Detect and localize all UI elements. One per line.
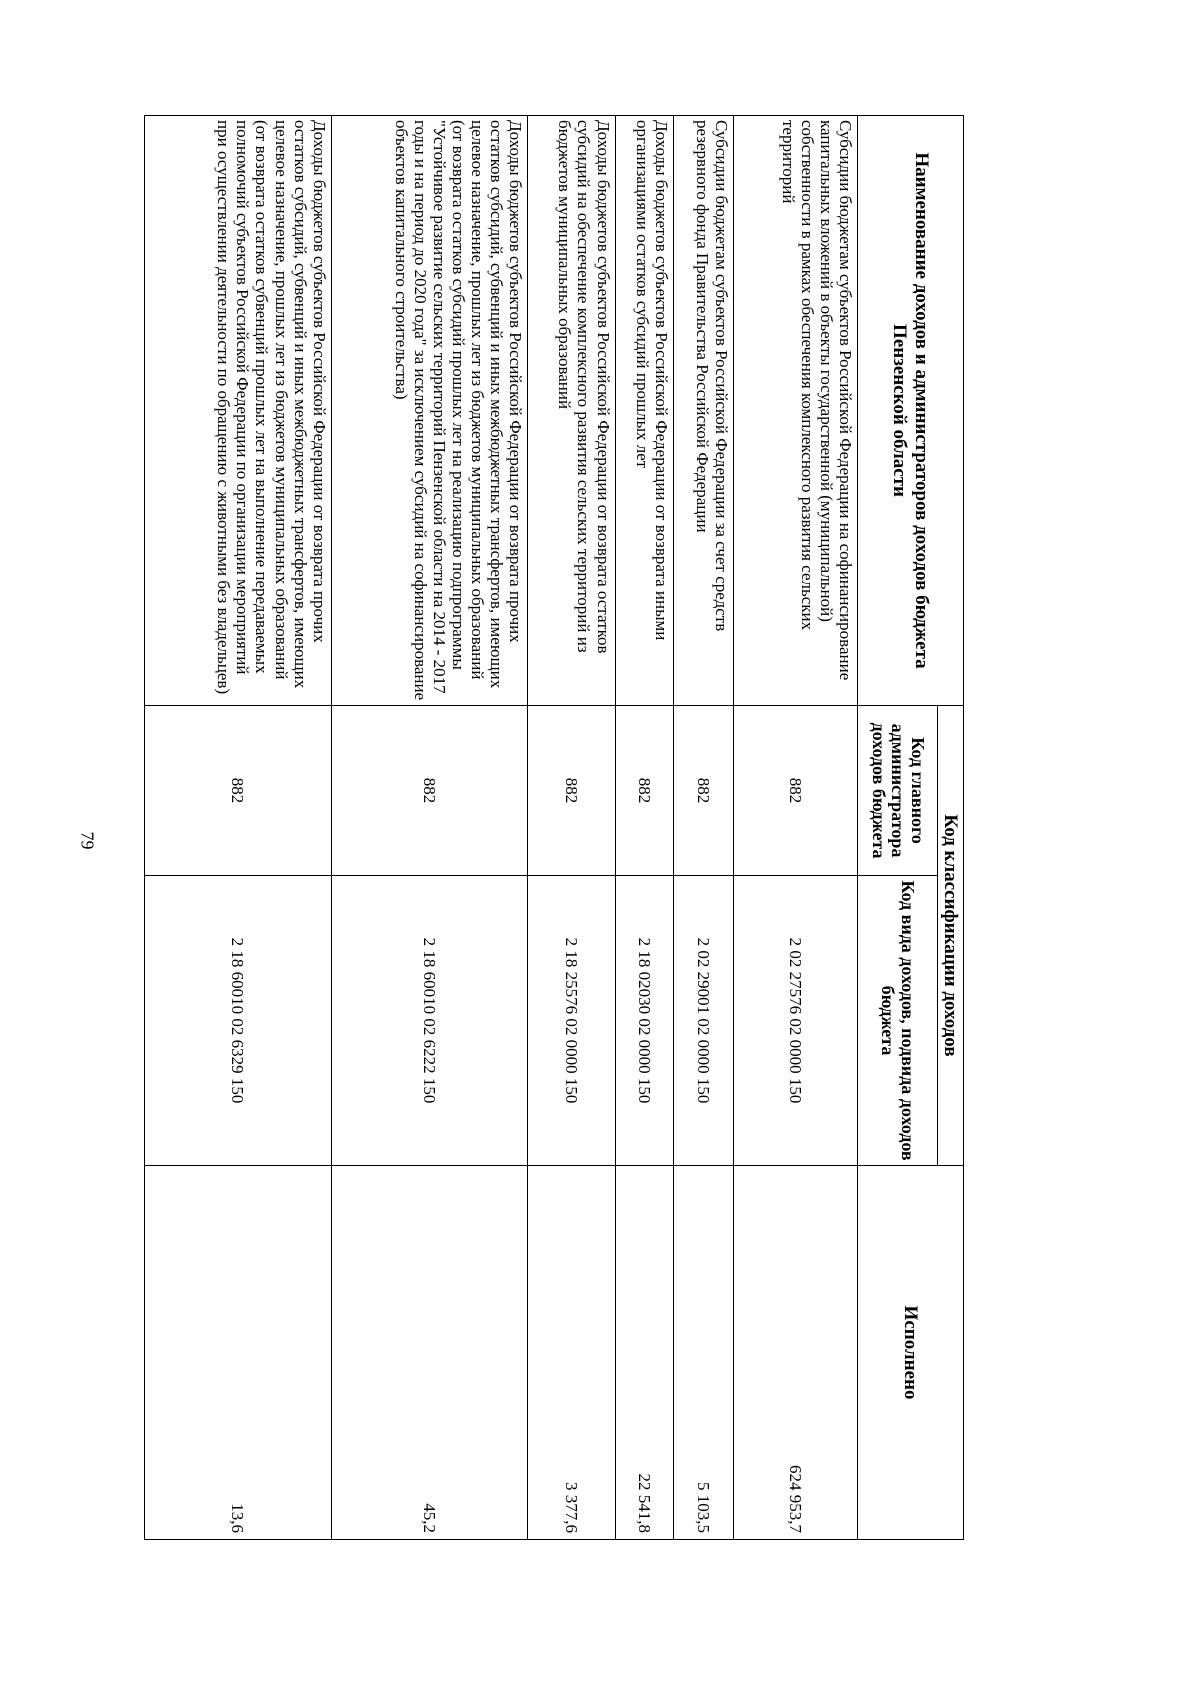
row-name: Доходы бюджетов субъектов Российской Федерации от возврата иными организациями остатков субсидий прошлых лет <box>615 116 673 706</box>
row-admin-code: 882 <box>331 706 528 876</box>
row-admin-code: 882 <box>673 706 733 876</box>
row-executed: 624 953,7 <box>733 1166 857 1540</box>
row-name: Доходы бюджетов субъектов Российской Федерации от возврата прочих остатков субсидий, субвенций и иных межбюджетных трансфертов, имеющих целевое назначение, прошлых лет из бюджетов муниципальных образований (от возврата остатков субсидий прошлых лет на реализацию подпрограммы "Устойчивое развитие сельских территорий Пензенской области на 2014 - 2017 годы и на период до 2020 года" за исключением субсидий на софинансирование объектов капитального строительства) <box>331 116 528 706</box>
row-admin-code: 882 <box>528 706 615 876</box>
row-executed: 3 377,6 <box>528 1166 615 1540</box>
row-executed: 22 541,8 <box>615 1166 673 1540</box>
header-name: Наименование доходов и администраторов доходов бюджета Пензенской области <box>858 116 964 706</box>
row-admin-code: 882 <box>615 706 673 876</box>
row-name: Субсидии бюджетам субъектов Российской Федерации на софинансирование капитальных вложений в объекты государственной (муниципальной) собственности в рамках обеспечения комплексного развития сельских территорий <box>733 116 857 706</box>
header-executed: Исполнено <box>858 1166 964 1540</box>
row-name: Доходы бюджетов субъектов Российской Федерации от возврата остатков субсидий на обеспечение комплексного развития сельских территорий из бюджетов муниципальных образований <box>528 116 615 706</box>
row-income-code: 2 18 60010 02 6329 150 <box>145 876 332 1166</box>
row-executed: 45,2 <box>331 1166 528 1540</box>
row-executed: 13,6 <box>145 1166 332 1540</box>
table-row <box>673 116 733 1540</box>
row-executed: 5 103,5 <box>673 1166 733 1540</box>
page-number: 79 <box>77 831 98 850</box>
row-admin-code: 882 <box>733 706 857 876</box>
table-row <box>733 116 857 1540</box>
table-row <box>145 116 332 1540</box>
header-income-code: Код вида доходов, подвида доходов бюджета <box>858 876 938 1166</box>
row-income-code: 2 02 29001 02 0000 150 <box>673 876 733 1166</box>
income-table <box>144 115 964 1540</box>
header-admin-code: Код главного администратора доходов бюджета <box>858 706 938 876</box>
row-admin-code: 882 <box>145 706 332 876</box>
row-name: Доходы бюджетов субъектов Российской Федерации от возврата прочих остатков субсидий, субвенций и иных межбюджетных трансфертов, имеющих целевое назначение, прошлых лет из бюджетов муниципальных образований (от возврата остатков субвенций прошлых лет на выполнение передаваемых полномочий субъектов Российской Федерации по организации мероприятий при осуществлении деятельности по обращению с животными без владельцев) <box>145 116 332 706</box>
row-name: Субсидии бюджетам субъектов Российской Федерации за счет средств резервного фонда Правительства Российской Федерации <box>673 116 733 706</box>
row-income-code: 2 02 27576 02 0000 150 <box>733 876 857 1166</box>
table-row <box>615 116 673 1540</box>
table-row <box>331 116 528 1540</box>
row-income-code: 2 18 25576 02 0000 150 <box>528 876 615 1166</box>
rotated-table-sheet <box>144 115 964 1539</box>
table-row <box>528 116 615 1540</box>
row-income-code: 2 18 60010 02 6222 150 <box>331 876 528 1166</box>
row-income-code: 2 18 02030 02 0000 150 <box>615 876 673 1166</box>
header-classification-group: Код классификации доходов <box>938 706 964 1166</box>
